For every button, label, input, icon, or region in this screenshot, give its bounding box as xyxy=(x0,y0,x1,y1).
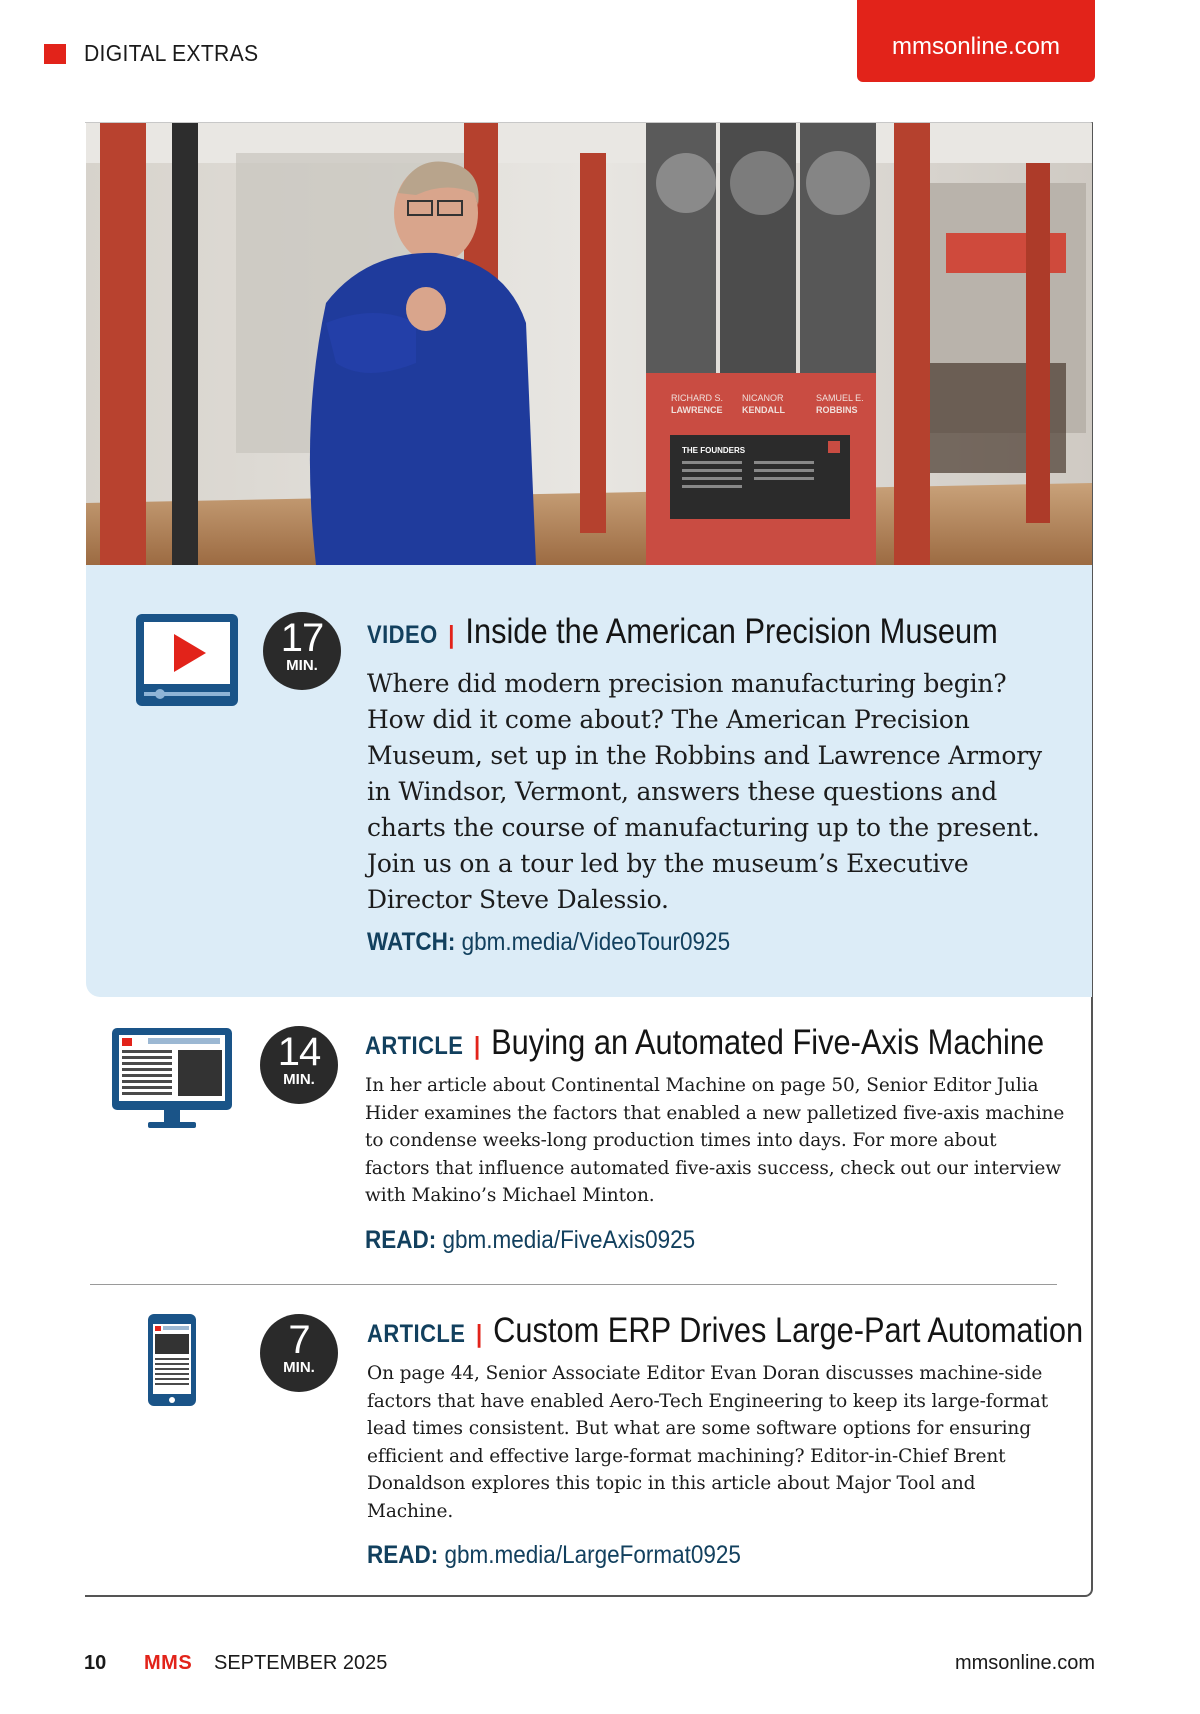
read-time-minutes: 14 xyxy=(277,1030,321,1074)
read-time-minutes: 17 xyxy=(280,616,324,660)
link-label: READ: xyxy=(365,1226,437,1254)
item-kicker: ARTICLE xyxy=(365,1032,464,1060)
read-time-badge xyxy=(263,612,341,690)
page-number: 10 xyxy=(84,1652,107,1674)
link-url[interactable]: gbm.media/LargeFormat0925 xyxy=(444,1541,741,1569)
panel-label-4: KENDALL xyxy=(742,405,785,415)
item-link[interactable] xyxy=(365,1226,695,1255)
item-description: Where did modern precision manufacturing begin? How did it come about? The American Precision Museum, set up in the Robbins and Lawrence Armory in Windsor, Vermont, answers these questions and charts the course of manufacturing up to the present. Join us on a tour led by the museum’s Executive Director Steve Dalessio. xyxy=(367,669,1042,914)
footer-site-link[interactable]: mmsonline.com xyxy=(954,1652,1095,1674)
item-description: In her article about Continental Machine on page 50, Senior Editor Julia Hider examines the factors that enabled a new palletized five-axis machine to condense weeks-long production times into days. For more about factors that influence automated five-axis success, check out our interview with Makino’s Michael Minton. xyxy=(365,1075,1065,1206)
video-player-icon xyxy=(134,612,240,708)
panel-label-2: LAWRENCE xyxy=(671,405,723,415)
panel-label-6: ROBBINS xyxy=(816,405,858,415)
site-tab[interactable]: mmsonline.com xyxy=(857,0,1095,82)
museum-photo xyxy=(86,123,1092,565)
item-title: Buying an Automated Five-Axis Machine xyxy=(491,1023,1045,1062)
read-time-unit: MIN. xyxy=(283,1359,315,1376)
read-time-badge xyxy=(260,1314,338,1392)
item-link[interactable] xyxy=(367,1541,741,1570)
heading-separator: | xyxy=(475,1320,483,1348)
read-time-unit: MIN. xyxy=(283,1071,315,1088)
desktop-monitor-icon xyxy=(110,1026,234,1130)
item-heading xyxy=(367,1311,1083,1351)
read-time-minutes: 7 xyxy=(288,1318,310,1362)
link-label: READ: xyxy=(367,1541,439,1569)
panel-label-1: RICHARD S. xyxy=(671,393,724,403)
issue-date: SEPTEMBER 2025 xyxy=(214,1652,388,1674)
item-heading xyxy=(367,612,998,652)
section-divider xyxy=(90,1284,1057,1285)
read-time-unit: MIN. xyxy=(286,657,318,674)
panel-label-3: NICANOR xyxy=(742,393,784,403)
section-marker xyxy=(44,44,66,64)
panel-label-5: SAMUEL E. xyxy=(816,393,864,403)
placard-title: THE FOUNDERS xyxy=(682,446,746,455)
smartphone-icon xyxy=(146,1312,198,1408)
link-url[interactable]: gbm.media/FiveAxis0925 xyxy=(442,1226,696,1254)
link-url[interactable]: gbm.media/VideoTour0925 xyxy=(461,928,731,956)
item-heading xyxy=(365,1023,1044,1063)
section-label: DIGITAL EXTRAS xyxy=(84,40,259,66)
item-title: Custom ERP Drives Large-Part Automation xyxy=(493,1311,1084,1350)
heading-separator: | xyxy=(473,1032,481,1060)
item-link[interactable] xyxy=(367,928,730,957)
link-label: WATCH: xyxy=(367,928,456,956)
read-time-badge xyxy=(260,1026,338,1104)
magazine-name: MMS xyxy=(144,1652,193,1674)
item-title: Inside the American Precision Museum xyxy=(465,612,998,651)
item-description: On page 44, Senior Associate Editor Evan Doran discusses machine-side factors that have enabled Aero-Tech Engineering to keep its large-format lead times consistent. But what are some software options for ensuring efficient and effective large-format machining? Editor-in-Chief Brent Donaldson explores this topic in this article about Major Tool and Machine. xyxy=(367,1363,1049,1522)
item-kicker: VIDEO xyxy=(367,621,438,649)
heading-separator: | xyxy=(448,621,455,649)
item-kicker: ARTICLE xyxy=(367,1320,466,1348)
